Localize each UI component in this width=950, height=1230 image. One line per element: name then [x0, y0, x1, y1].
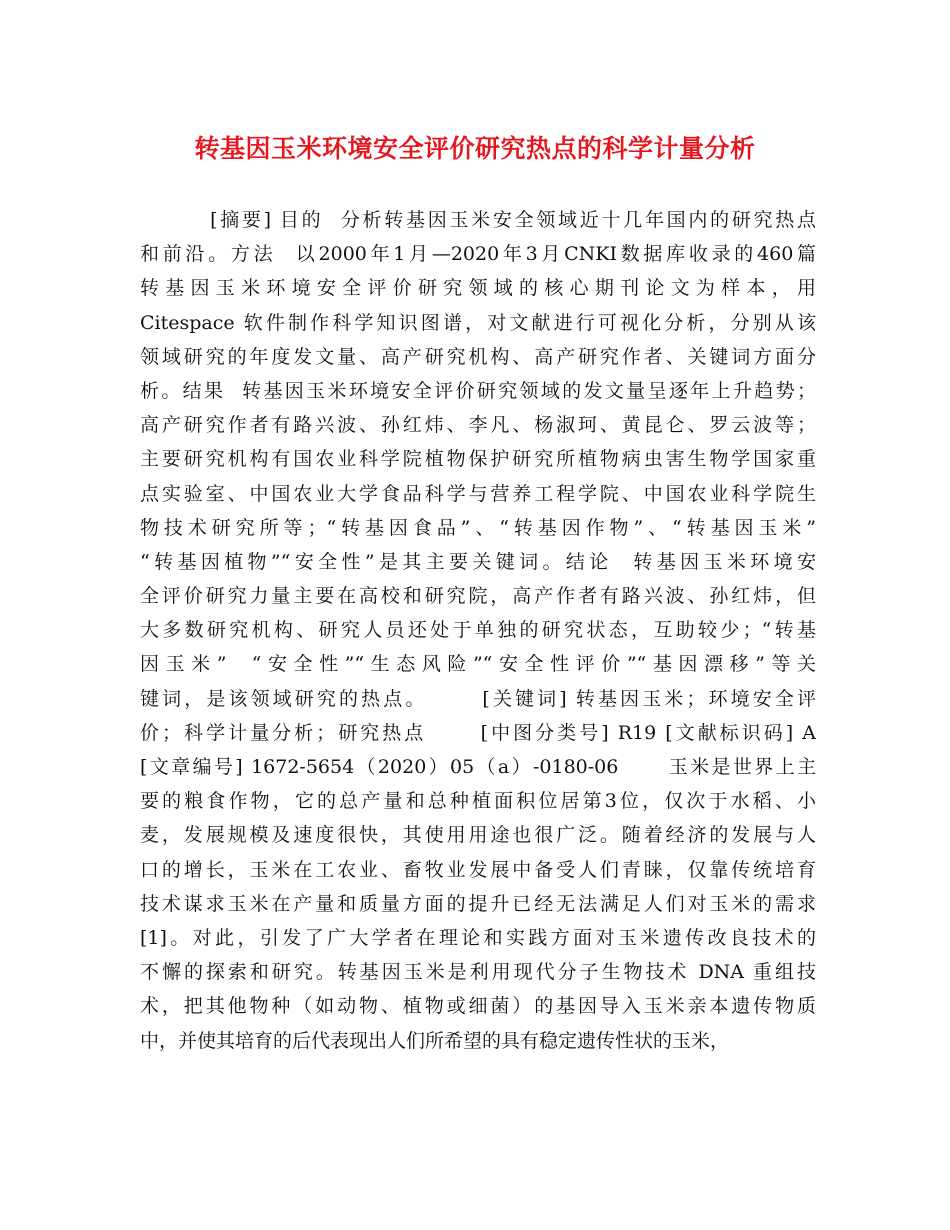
body-line: 口的增长，玉米在工农业、畜牧业发展中备受人们青睐，仅靠传统培育 [140, 858, 816, 881]
body-line: 中，并使其培育的后代表现出人们所希望的具有稳定遗传性状的玉米， [140, 1029, 730, 1052]
body-line: “转基因植物”“安全性”是其主要关键词。结论 转基因玉米环境安 [140, 550, 816, 573]
body-line: 不懈的探索和研究。转基因玉米是利用现代分子生物技术 DNA 重组技 [140, 961, 816, 984]
body-line: 价；科学计量分析；研究热点 [中图分类号] R19 [文献标识码] A [140, 721, 816, 744]
body-line: 转基因玉米环境安全评价研究领域的核心期刊论文为样本，用 [140, 277, 816, 300]
body-line: 因玉米” “安全性”“生态风险”“安全性评价”“基因漂移”等关 [140, 653, 816, 676]
body-line: [摘要] 目的 分析转基因玉米安全领域近十几年国内的研究热点 [140, 209, 816, 231]
body-line: 析。结果 转基因玉米环境安全评价研究领域的发文量呈逐年上升趋势； [140, 379, 816, 402]
body-line: Citespace 软件制作科学知识图谱，对文献进行可视化分析，分别从该 [140, 311, 816, 334]
body-line: 物技术研究所等；“转基因食品”、“转基因作物”、“转基因玉米” [140, 516, 816, 539]
body-line: 要的粮食作物，它的总产量和总种植面积位居第3位，仅次于水稻、小 [140, 790, 816, 813]
body-line: [1]。对此，引发了广大学者在理论和实践方面对玉米遗传改良技术的 [140, 926, 816, 949]
body-line: 键词，是该领域研究的热点。 [关键词] 转基因玉米；环境安全评 [140, 687, 816, 710]
body-line: 术，把其他物种（如动物、植物或细菌）的基因导入玉米亲本遗传物质 [140, 995, 816, 1018]
body-line: 高产研究作者有路兴波、孙红炜、李凡、杨淑珂、黄昆仑、罗云波等； [140, 414, 816, 437]
body-line: 主要研究机构有国农业科学院植物保护研究所植物病虫害生物学国家重 [140, 448, 816, 471]
body-line: 全评价研究力量主要在高校和研究院，高产作者有路兴波、孙红炜，但 [140, 585, 816, 608]
body-line: 领域研究的年度发文量、高产研究机构、高产研究作者、关键词方面分 [140, 345, 816, 368]
document-title: 转基因玉米环境安全评价研究热点的科学计量分析 [194, 134, 756, 163]
body-line: 技术谋求玉米在产量和质量方面的提升已经无法满足人们对玉米的需求 [140, 892, 816, 915]
body-line: 和前沿。方法 以2000年1月—2020年3月CNKI数据库收录的460篇 [140, 243, 816, 266]
body-line: 点实验室、中国农业大学食品科学与营养工程学院、中国农业科学院生 [140, 482, 816, 505]
document-body [140, 203, 816, 1058]
body-line: [文章编号] 1672-5654（2020）05（a）-0180-06 玉米是世界上主 [140, 756, 816, 778]
body-line: 麦，发展规模及速度很快，其使用用途也很广泛。随着经济的发展与人 [140, 824, 816, 847]
body-line: 大多数研究机构、研究人员还处于单独的研究状态，互助较少；“转基 [140, 619, 816, 642]
